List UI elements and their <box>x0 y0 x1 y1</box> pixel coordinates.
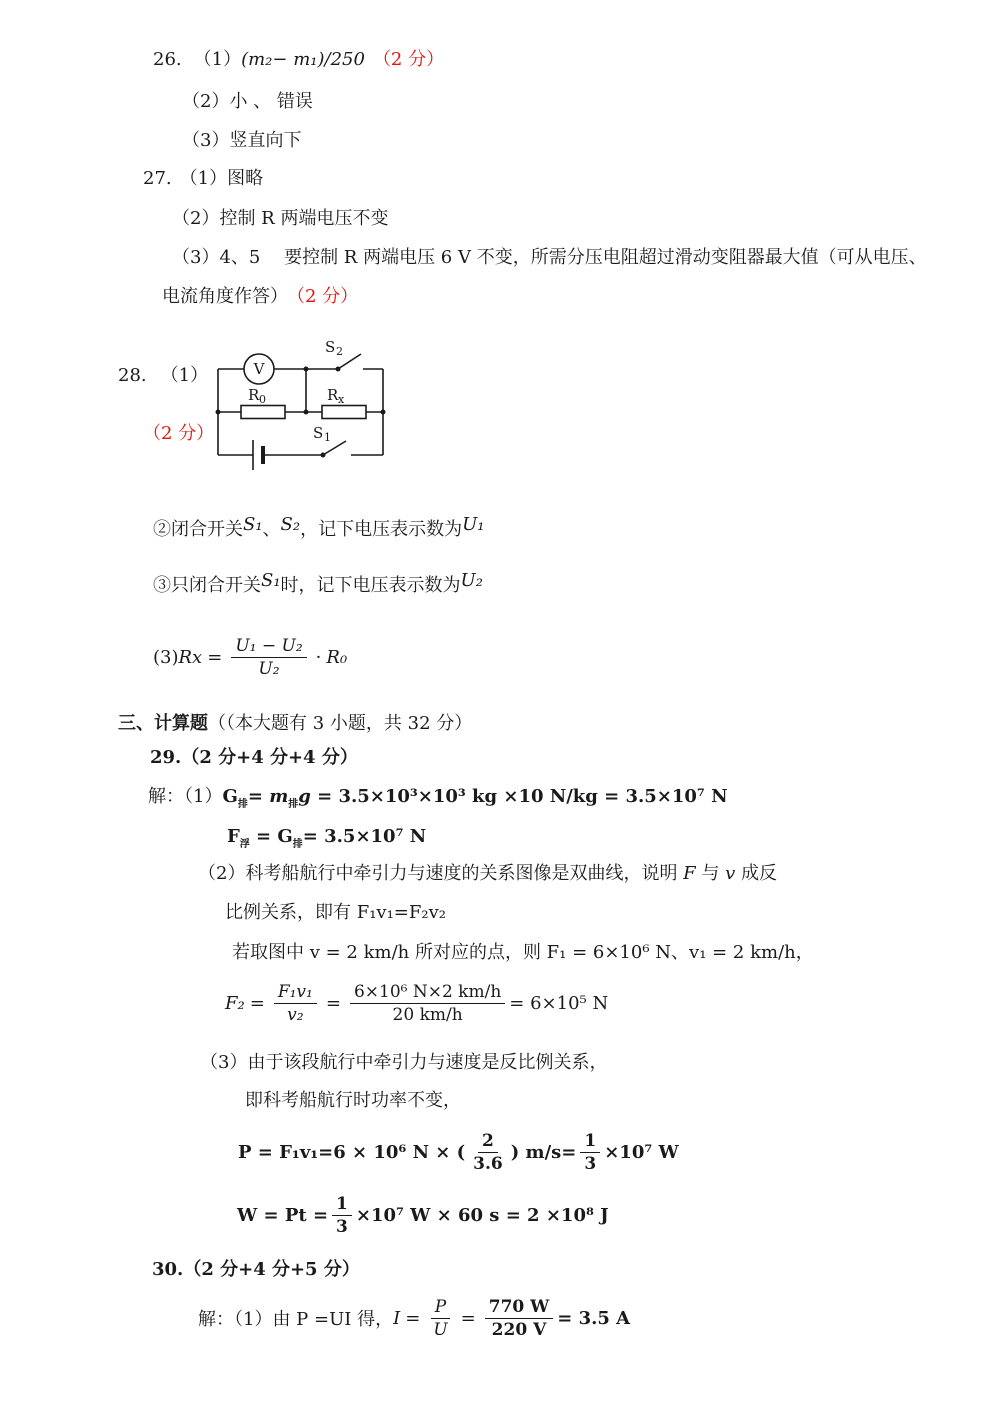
subscript-pai: 排 <box>288 799 299 810</box>
subscript-pai: 排 <box>292 839 303 850</box>
answer-26-part1 <box>153 48 444 72</box>
var-r0: R₀ <box>326 646 348 668</box>
voltmeter-label: V <box>253 360 265 378</box>
fraction-f1v1-v2 <box>274 982 317 1025</box>
fraction-1-3 <box>332 1194 352 1237</box>
answer-27-part3 <box>172 246 927 270</box>
resistor-rx-label: R <box>327 386 339 404</box>
switch-s2-label: S <box>325 340 336 356</box>
answer-29-sol2 <box>227 825 426 857</box>
junction-dot <box>304 410 309 415</box>
answer-30-sol1 <box>198 1290 630 1346</box>
formula-result: = 3.5×10³×10³ kg ×10 N/kg = 3.5×10⁷ N <box>310 786 728 807</box>
answer-26-part3 <box>182 129 301 153</box>
var-m: m <box>269 786 289 807</box>
circuit-diagram <box>213 340 393 474</box>
fraction-denominator: 3.6 <box>473 1153 503 1174</box>
formula-result: = 3.5×10⁷ N <box>302 826 427 847</box>
answer-29-part2-line3 <box>232 941 814 965</box>
resistor-r0-label: R <box>248 386 260 404</box>
fraction-2-36 <box>469 1131 507 1174</box>
section-title: 三、计算题 <box>118 713 208 734</box>
resistor-rx-sub: x <box>338 393 345 406</box>
answer-27-part2 <box>172 207 388 231</box>
answer-text: ③只闭合开关 <box>153 575 261 596</box>
switch-s1-sub: 1 <box>324 431 331 444</box>
fraction-numerator: 2 <box>478 1131 498 1153</box>
subscript-pai: 排 <box>237 799 248 810</box>
answer-text: 比例关系，即有 F₁v₁=F₂v₂ <box>225 902 446 923</box>
answer-text: （1）图略 <box>179 168 264 189</box>
resistor-r0-sub: 0 <box>259 393 266 406</box>
equals-sign: = <box>460 1307 476 1329</box>
junction-dot <box>216 410 221 415</box>
solution-label: 解：（1）由 P =UI 得， <box>198 1309 394 1330</box>
answer-text: 成反 <box>735 863 778 884</box>
answer-text: （2）控制 R 两端电压不变 <box>172 208 389 229</box>
answer-26-part2 <box>182 90 313 114</box>
answer-text: 时，记下电压表示数为 <box>280 575 461 596</box>
var-s1: S₁ <box>261 570 281 591</box>
answer-29-part3-line2 <box>245 1089 461 1113</box>
answer-28-formula-rx <box>153 629 347 685</box>
formula-result: ×10⁷ W × 60 s = 2 ×10⁸ J <box>355 1204 609 1226</box>
fraction-denominator: 3 <box>336 1216 348 1237</box>
var-s1: S₁ <box>243 514 263 535</box>
answer-29-formula-f2 <box>225 975 608 1031</box>
formula-lhs: P = F₁v₁=6 × 10⁶ N × ( <box>238 1141 466 1163</box>
fraction-u1-u2 <box>231 636 306 679</box>
fraction-denominator: U <box>433 1319 448 1340</box>
answer-text: （3）竖直向下 <box>182 130 302 151</box>
formula-result: = 6×10⁵ N <box>509 992 609 1014</box>
answer-text: （3）由于该段航行中牵引力与速度是反比例关系， <box>200 1052 608 1073</box>
answer-29-part2-line2 <box>225 901 446 925</box>
answer-29-part3-line1 <box>200 1051 607 1075</box>
fraction-denominator: 20 km/h <box>392 1004 463 1025</box>
score-badge: （2 分） <box>296 286 359 307</box>
score-breakdown: 29.（2 分+4 分+4 分） <box>150 747 358 768</box>
var-u2: U₂ <box>460 570 483 591</box>
fraction-numerator: P <box>431 1297 450 1319</box>
answer-27-part1 <box>143 167 263 191</box>
part-label: （1） <box>193 49 242 70</box>
answer-29-formula-work <box>237 1187 609 1243</box>
fraction-numerator: 1 <box>580 1131 600 1153</box>
answer-29-part2-line1 <box>198 862 777 886</box>
fraction-numerator: 770 W <box>485 1297 554 1319</box>
answer-29-formula-power <box>238 1124 679 1180</box>
junction-dot <box>321 453 326 458</box>
formula-result: ×10⁷ W <box>604 1141 679 1163</box>
fraction-770-220 <box>485 1297 554 1340</box>
part-label: (3) <box>153 646 179 668</box>
fraction-values <box>350 982 505 1025</box>
formula-lhs: W = Pt = <box>237 1204 329 1226</box>
solution-label: 解：（1） <box>148 786 223 807</box>
var-u1: U₁ <box>462 514 485 535</box>
equals-sign: = <box>247 786 270 807</box>
fraction-numerator: F₁v₁ <box>274 982 317 1004</box>
junction-dot <box>336 367 341 372</box>
formula-mid: ) m/s= <box>510 1141 577 1163</box>
part-label: （1） <box>160 365 209 386</box>
fraction-numerator: U₁ − U₂ <box>231 636 306 658</box>
question-number: 26. <box>153 49 182 70</box>
var-f: F <box>227 826 240 847</box>
var-g-buoy: G <box>222 786 238 807</box>
section-3-header <box>118 712 472 736</box>
answer-text: （2）小 、 错误 <box>182 91 313 112</box>
equals-sign: = <box>207 646 223 668</box>
answer-text: ②闭合开关 <box>153 519 243 540</box>
var-i: I <box>393 1307 401 1329</box>
switch-s2-sub: 2 <box>336 345 343 358</box>
junction-dot <box>304 367 309 372</box>
circuit-wires <box>218 354 383 470</box>
question-number: 27. <box>143 168 172 189</box>
score-badge: （2 分） <box>143 423 215 444</box>
var-g-buoy: G <box>277 826 293 847</box>
equals-sign: = <box>249 992 265 1014</box>
equals-sign: = <box>325 992 341 1014</box>
answer-text: 即科考船航行时功率不变， <box>245 1090 461 1111</box>
resistor-rx <box>322 406 366 419</box>
var-s2: S₂ <box>280 514 301 535</box>
answer-30-header <box>152 1258 360 1282</box>
var-f: F <box>683 863 696 884</box>
answer-text: （3）4、5 要控制 R 两端电压 6 V 不变，所需分压电阻超过滑动变阻器最大值（可从电压、 <box>172 247 927 268</box>
var-g: g <box>298 786 311 807</box>
fraction-numerator: 6×10⁶ N×2 km/h <box>350 982 505 1004</box>
multiply-dot: · <box>315 646 322 668</box>
fraction-denominator: 220 V <box>491 1319 547 1340</box>
answer-28-label <box>118 364 208 388</box>
fraction-1-3 <box>580 1131 600 1174</box>
score-badge: （2 分） <box>372 49 445 70</box>
formula-m2-m1: (m₂− m₁)/250 <box>241 49 365 70</box>
fraction-denominator: 3 <box>584 1153 597 1174</box>
resistor-r0 <box>241 406 285 419</box>
formula-result: = 3.5 A <box>557 1307 631 1329</box>
answer-text: 与 <box>695 863 726 884</box>
answer-28-score <box>143 422 214 446</box>
score-breakdown: 30.（2 分+4 分+5 分） <box>152 1259 360 1280</box>
answer-28-step2 <box>153 514 485 542</box>
fraction-p-u <box>429 1297 451 1340</box>
var-rx: Rx <box>178 646 203 668</box>
answer-text: （2）科考船航行中牵引力与速度的关系图像是双曲线，说明 <box>198 863 684 884</box>
section-note: （（本大题有 3 小题，共 32 分） <box>208 713 473 734</box>
answer-27-part3-cont <box>162 285 358 309</box>
var-v: v <box>725 863 736 884</box>
equals-sign: = <box>249 826 278 847</box>
fraction-denominator: U₂ <box>258 658 280 679</box>
equals-sign: = <box>405 1307 421 1329</box>
subscript-fu: 浮 <box>239 839 250 850</box>
answer-29-header <box>150 746 358 770</box>
separator: 、 <box>262 519 281 540</box>
switch-s1-label: S <box>313 424 324 442</box>
answer-28-step3 <box>153 570 483 598</box>
answer-text: 电流角度作答） <box>162 286 288 307</box>
answer-text: ，记下电压表示数为 <box>300 519 463 540</box>
fraction-numerator: 1 <box>332 1194 352 1216</box>
fraction-denominator: v₂ <box>287 1004 304 1025</box>
junction-dot <box>381 410 386 415</box>
answer-text: 若取图中 v = 2 km/h 所对应的点，则 F₁ = 6×10⁶ N、v₁ = 2 km/h， <box>232 942 814 963</box>
answer-29-sol1 <box>148 785 728 817</box>
question-number: 28. <box>118 365 147 386</box>
var-f2: F₂ <box>225 992 245 1014</box>
